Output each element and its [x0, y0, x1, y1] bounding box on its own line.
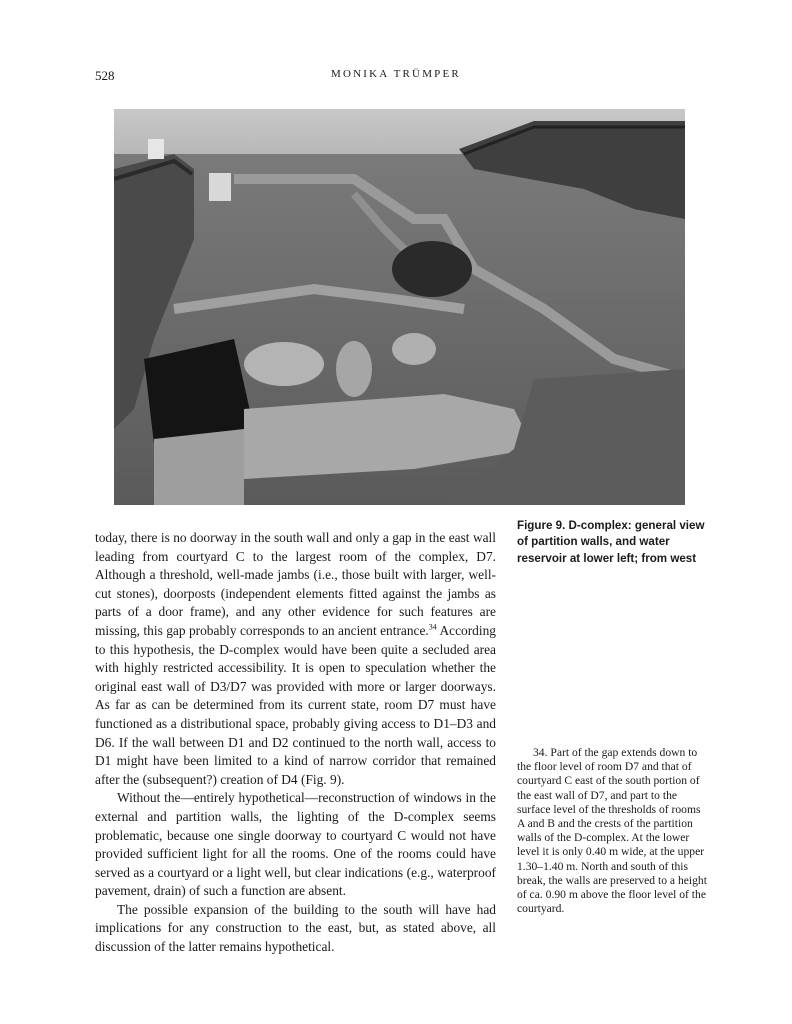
footnote-34: 34. Part of the gap extends down to the floor level of room D7 and that of courtyard C east of the south portion of the east wall of D7, and part to the surface level of the thresholds of rooms A and B and the crests of the partition walls of the D-complex. At the lower level it is only 0.40 m wide, at the upper 1.30–1.40 m. North and south of this break, the walls are preserved to a height of ca. 0.90 m above the floor level of the courtyard. [517, 746, 707, 916]
paragraph-1-part-b: According to this hypothesis, the D-complex would have been quite a secluded area with highly restricted accessibility. It is open to speculation whether the original east wall of D3/D7 was provided with more or larger doorways. As far as can be determined from its current state, room D7 must have functioned as a distributional space, probably giving access to D1–D3 and D6. If the wall between D1 and D2 continued to the north wall, access to D1 might have been limited to a kind of narrow corridor that remained after the (subsequent?) creation of D4 (Fig. 9). [95, 622, 496, 787]
paragraph-3: The possible expansion of the building to the south will have had implications for any construction to the east, but, as stated above, all discussion of the latter remains hypothetical. [95, 901, 496, 955]
page-number: 528 [95, 68, 115, 83]
paragraph-1 [95, 529, 496, 789]
figure-caption: Figure 9. D-complex: general view of partition walls, and water reservoir at lower left; from west [517, 519, 705, 565]
footnote-reference: 34 [428, 622, 437, 632]
figure-photo [114, 109, 685, 505]
paragraph-1-part-a: today, there is no doorway in the south wall and only a gap in the east wall leading from courtyard C to the largest room of the complex, D7. Although a threshold, well-made jambs (i.e., those built with larger, well-cut stones), doorposts (independent elements fitted against the jambs as parts of a door frame), and any other evidence for such features are missing, this gap probably corresponds to an ancient entrance. [95, 530, 496, 638]
paragraph-2: Without the—entirely hypothetical—reconstruction of windows in the external and partition walls, the lighting of the D-complex seems problematic, because one single doorway to courtyard C would not have provided sufficient light for all the rooms. One of the rooms could have served as a courtyard or a light well, but clear indications (e.g., waterproof pavement, drain) of such a function are absent. [95, 790, 496, 899]
body-text [95, 529, 496, 957]
running-head: MONIKA TRÜMPER [331, 68, 461, 80]
excavation-photo-icon [114, 109, 685, 505]
